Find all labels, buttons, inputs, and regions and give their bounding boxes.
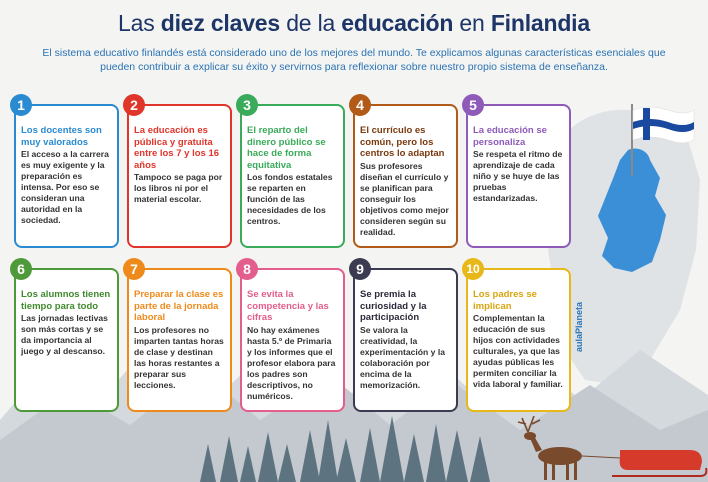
card-number-badge: 8 (236, 258, 258, 280)
card-3 (240, 104, 345, 248)
card-heading: Los padres se implican (473, 289, 537, 312)
card-body: Las jornadas lectivas son más cortas y se da importancia al juego y al descanso. (21, 313, 108, 356)
card-1 (14, 104, 119, 248)
card-10 (466, 268, 571, 412)
finland-flag (633, 107, 694, 143)
card-number-badge: 3 (236, 94, 258, 116)
card-heading: Los docentes son muy valorados (21, 125, 102, 148)
card-heading: Los alumnos tienen tiempo para todo (21, 289, 111, 312)
card-number-badge: 4 (349, 94, 371, 116)
card-heading: El currículo es común, pero los centros lo adaptan (360, 125, 445, 159)
card-number-badge: 7 (123, 258, 145, 280)
card-body: Se valora la creatividad, la experimentación y la colaboración por encima de la memorización. (360, 324, 446, 390)
card-body: Los profesores no imparten tantas horas de clase y destinan las horas restantes a preparar sus lecciones. (134, 324, 224, 390)
card-body: Complementan la educación de sus hijos con actividades culturales, ya que las ayudas públicas les permiten conciliar la vida laboral y familiar. (473, 313, 563, 389)
card-heading: El reparto del dinero público se hace de forma equitativa (247, 125, 326, 171)
card-body: Tampoco se paga por los libros ni por el material escolar. (134, 172, 223, 204)
card-6 (14, 268, 119, 412)
card-8 (240, 268, 345, 412)
card-number-badge: 5 (462, 94, 484, 116)
card-number-badge: 1 (10, 94, 32, 116)
card-number-badge: 10 (462, 258, 484, 280)
card-heading: Preparar la clase es parte de la jornada laboral (134, 289, 224, 323)
card-4 (353, 104, 458, 248)
card-7 (127, 268, 232, 412)
card-2 (127, 104, 232, 248)
card-9 (353, 268, 458, 412)
card-body: Se respeta el ritmo de aprendizaje de cada niño y se huye de las pruebas estandarizadas. (473, 149, 563, 203)
card-heading: La educación se personaliza (473, 125, 547, 148)
page-subtitle: El sistema educativo finlandés está considerado uno de los mejores del mundo. Te explicamos algunas características esenciales que pueden contribuir a explicar su éxito y servirnos para reflexionar sobre nuestro propio sistema de enseñanza. (42, 47, 666, 73)
page-title: Las diez claves de la educación en Finlandia (118, 10, 590, 36)
brand-logo: aulaPlaneta (574, 301, 584, 352)
card-5 (466, 104, 571, 248)
card-number-badge: 9 (349, 258, 371, 280)
card-body: Sus profesores diseñan el currículo y se planifican para conseguir los objetivos como mejor consideren según su realidad. (360, 160, 449, 237)
card-body: Los fondos estatales se reparten en función de las necesidades de los centros. (247, 172, 333, 226)
card-number-badge: 6 (10, 258, 32, 280)
card-number-badge: 2 (123, 94, 145, 116)
card-heading: Se evita la competencia y las cifras (247, 289, 329, 323)
card-body: El acceso a la carrera es muy exigente y la preparación es intensa. Por eso se consideran una autoridad en la sociedad. (21, 149, 109, 225)
card-heading: La educación es pública y gratuita entre los 7 y los 16 años (134, 125, 220, 171)
card-body: No hay exámenes hasta 5.º de Primaria y los informes que el profesor elabora para los padres son descriptivos, no numéricos. (247, 324, 336, 401)
card-heading: Se premia la curiosidad y la participación (360, 289, 427, 323)
